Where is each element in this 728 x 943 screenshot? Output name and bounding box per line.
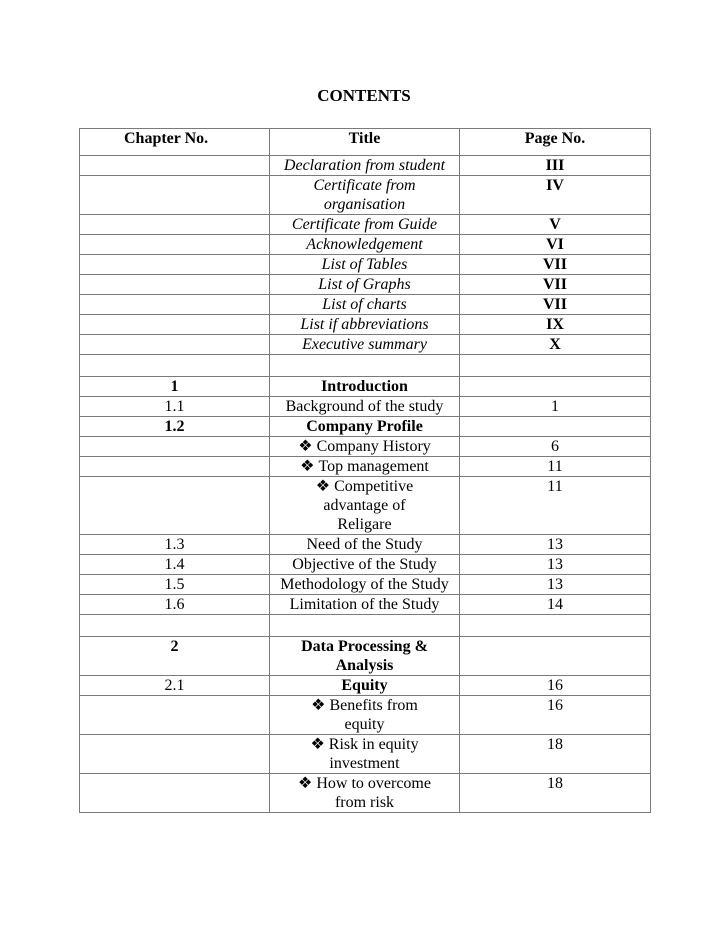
title-cell: Introduction — [270, 377, 460, 397]
title-cell: List if abbreviations — [270, 315, 460, 335]
page-cell: 18 — [460, 735, 651, 774]
title-cell: Background of the study — [270, 397, 460, 417]
title-cell: Certificate from Guide — [270, 215, 460, 235]
title-cell: Company Profile — [270, 417, 460, 437]
chapter-cell — [80, 315, 270, 335]
chapter-cell: 1 — [80, 377, 270, 397]
table-row — [80, 457, 651, 477]
table-row — [80, 377, 651, 397]
title-cell: Data Processing & Analysis — [270, 637, 460, 676]
title-cell: Declaration from student — [270, 156, 460, 176]
page-cell: 6 — [460, 437, 651, 457]
chapter-cell: 1.5 — [80, 575, 270, 595]
page-cell: VI — [460, 235, 651, 255]
table-row — [80, 735, 651, 774]
table-row — [80, 176, 651, 215]
chapter-cell — [80, 477, 270, 535]
title-cell: Methodology of the Study — [270, 575, 460, 595]
chapter-cell — [80, 735, 270, 774]
page-cell: 18 — [460, 774, 651, 813]
page-cell: IX — [460, 315, 651, 335]
table-row — [80, 676, 651, 696]
chapter-cell — [80, 176, 270, 215]
chapter-cell — [80, 437, 270, 457]
table-row — [80, 295, 651, 315]
title-cell: Acknowledgement — [270, 235, 460, 255]
chapter-cell — [80, 774, 270, 813]
page-cell: 13 — [460, 535, 651, 555]
chapter-cell: 2.1 — [80, 676, 270, 696]
table-row — [80, 255, 651, 275]
title-cell: List of Graphs — [270, 275, 460, 295]
table-row — [80, 575, 651, 595]
chapter-cell — [80, 355, 270, 377]
title-cell: Certificate from organisation — [270, 176, 460, 215]
table-header-row — [80, 129, 651, 156]
chapter-cell — [80, 457, 270, 477]
column-header-title: Title — [270, 129, 460, 156]
chapter-cell — [80, 295, 270, 315]
page-cell: 16 — [460, 696, 651, 735]
chapter-cell: 1.3 — [80, 535, 270, 555]
table-row — [80, 275, 651, 295]
page-cell: 11 — [460, 457, 651, 477]
table-row — [80, 637, 651, 676]
table-row — [80, 437, 651, 457]
page-cell: V — [460, 215, 651, 235]
table-row — [80, 477, 651, 535]
page-cell — [460, 355, 651, 377]
table-row-empty — [80, 355, 651, 377]
page-cell — [460, 377, 651, 397]
table-row — [80, 315, 651, 335]
page-cell — [460, 637, 651, 676]
page-cell — [460, 417, 651, 437]
table-row — [80, 335, 651, 355]
chapter-cell — [80, 215, 270, 235]
title-cell: Objective of the Study — [270, 555, 460, 575]
page-cell: 11 — [460, 477, 651, 535]
table-row — [80, 555, 651, 575]
title-cell: ❖ Risk in equity investment — [270, 735, 460, 774]
page-cell: IV — [460, 176, 651, 215]
column-header-chapter: Chapter No. — [80, 129, 270, 156]
title-cell: Limitation of the Study — [270, 595, 460, 615]
chapter-cell — [80, 275, 270, 295]
table-row — [80, 417, 651, 437]
chapter-cell — [80, 696, 270, 735]
chapter-cell — [80, 615, 270, 637]
page-cell: 16 — [460, 676, 651, 696]
title-cell: ❖ Company History — [270, 437, 460, 457]
table-row — [80, 397, 651, 417]
page-cell: VII — [460, 275, 651, 295]
table-row-empty — [80, 615, 651, 637]
chapter-cell: 1.2 — [80, 417, 270, 437]
page-cell: 1 — [460, 397, 651, 417]
title-cell — [270, 615, 460, 637]
page-cell: 13 — [460, 575, 651, 595]
page-cell: III — [460, 156, 651, 176]
title-cell: ❖ Competitive advantage of Religare — [270, 477, 460, 535]
column-header-page: Page No. — [460, 129, 651, 156]
chapter-cell: 2 — [80, 637, 270, 676]
page-cell: X — [460, 335, 651, 355]
chapter-cell — [80, 156, 270, 176]
table-row — [80, 696, 651, 735]
title-cell: List of charts — [270, 295, 460, 315]
chapter-cell — [80, 335, 270, 355]
title-cell: ❖ Benefits from equity — [270, 696, 460, 735]
table-row — [80, 156, 651, 176]
chapter-cell — [80, 235, 270, 255]
title-cell: Need of the Study — [270, 535, 460, 555]
table-row — [80, 774, 651, 813]
page-cell — [460, 615, 651, 637]
page-title: CONTENTS — [317, 86, 411, 105]
table-row — [80, 235, 651, 255]
title-cell: List of Tables — [270, 255, 460, 275]
table-row — [80, 215, 651, 235]
contents-table — [79, 128, 651, 813]
title-cell: Executive summary — [270, 335, 460, 355]
table-row — [80, 535, 651, 555]
chapter-cell — [80, 255, 270, 275]
title-cell: ❖ Top management — [270, 457, 460, 477]
title-cell — [270, 355, 460, 377]
title-cell: ❖ How to overcome from risk — [270, 774, 460, 813]
title-cell: Equity — [270, 676, 460, 696]
page-cell: 13 — [460, 555, 651, 575]
chapter-cell: 1.1 — [80, 397, 270, 417]
page-cell: VII — [460, 295, 651, 315]
page-cell: VII — [460, 255, 651, 275]
chapter-cell: 1.4 — [80, 555, 270, 575]
chapter-cell: 1.6 — [80, 595, 270, 615]
table-row — [80, 595, 651, 615]
page-cell: 14 — [460, 595, 651, 615]
